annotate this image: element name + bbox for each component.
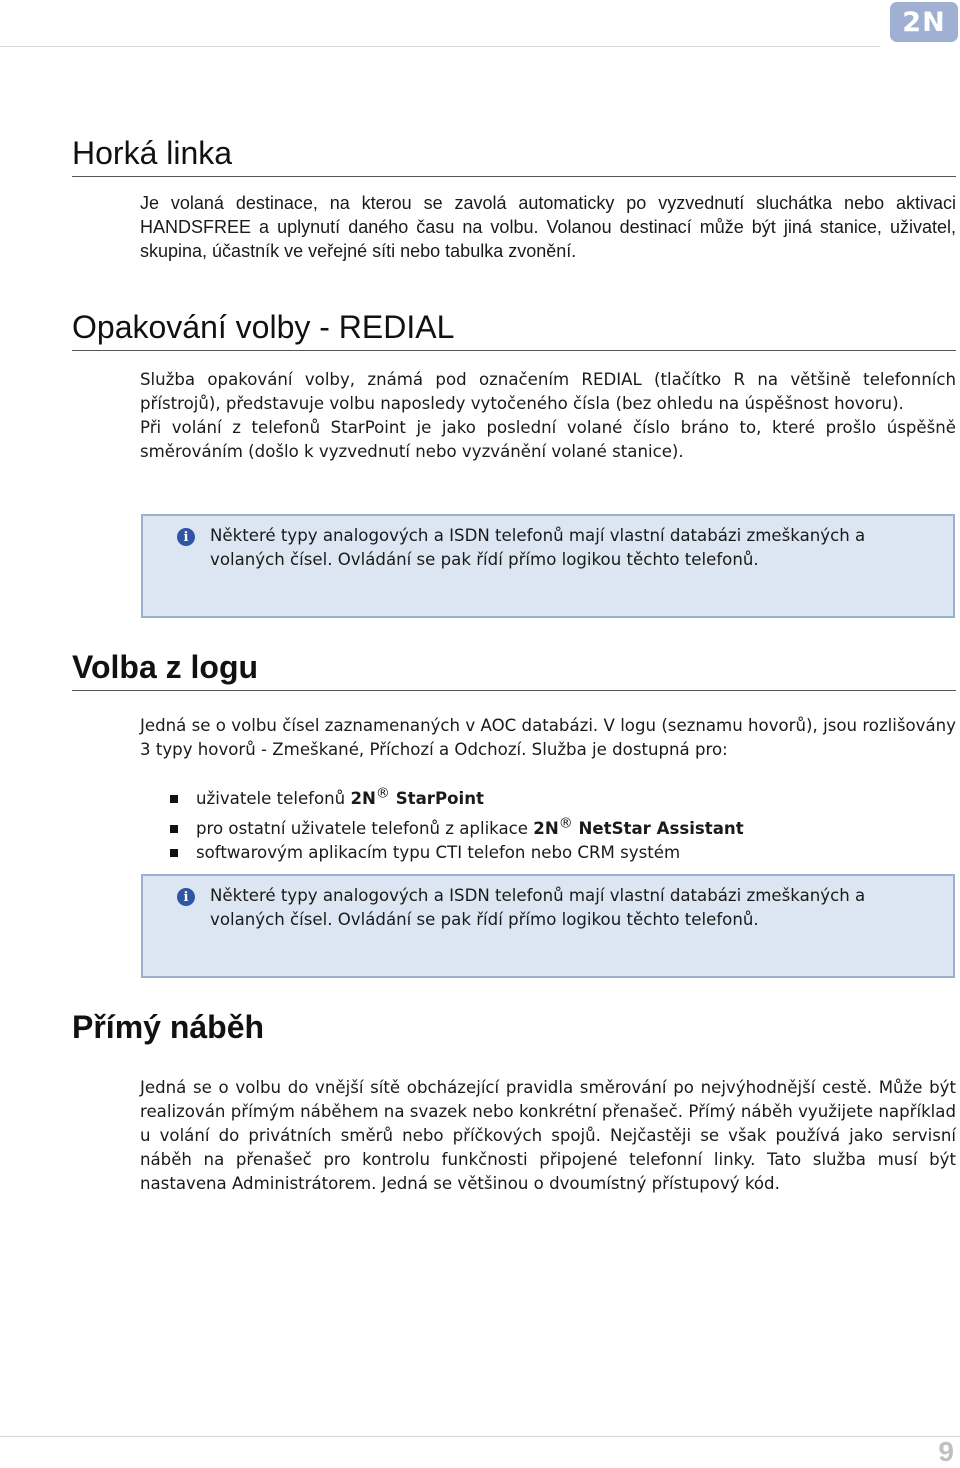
header-rule [0,46,880,47]
info-note-text: Některé typy analogových a ISDN telefonů mají vlastní databázi zmeškaných a volaných čísel. Ovládání se pak řídí přímo logikou těchto telefonů. [210,526,866,569]
paragraph-redial-1: Služba opakování volby, známá pod označením REDIAL (tlačítko R na většině telefonních přístrojů), představuje volbu naposledy vytočeného čísla (bez ohledu na úspěšnost hovoru). [140,370,956,413]
paragraph-redial-2: Při volání z telefonů StarPoint je jako poslední volané číslo bráno to, které prošlo úspěšně směrováním (došlo k vyzvednutí nebo vyzvánění volané stanice). [140,418,956,461]
paragraph-volba-z-logu: Jedná se o volbu čísel zaznamenaných v AOC databázi. V logu (seznamu hovorů), jsou rozlišovány 3 typy hovorů - Zmeškané, Příchozí a Odchozí. Služba je dostupná pro: [140,716,956,759]
paragraph-horka-linka: Je volaná destinace, na kterou se zavolá automaticky po vyzvednutí sluchátka nebo aktivaci HANDSFREE a uplynutí daného času na volbu. Volanou destinací může být jiná stanice, uživatel, skupina, účastník ve veřejné síti nebo tabulka zvonění. [140,193,956,261]
list-item: uživatele telefonů 2N® StarPoint [168,787,956,811]
list-item: softwarovým aplikacím typu CTI telefon nebo CRM systém [168,841,956,865]
heading-primy-nabeh: Přímý náběh [72,1009,265,1045]
brand-logo: 2N [890,2,958,42]
info-icon: i [177,888,195,906]
info-note-redial [141,514,955,618]
section-horka-linka [72,134,956,263]
footer-rule [0,1436,960,1437]
availability-list [72,787,956,865]
bullet-list-wrapper [72,787,956,865]
section-primy-nabeh [72,1008,956,1196]
page-number: 9 [938,1436,954,1467]
heading-redial: Opakování volby - REDIAL [72,308,956,351]
info-note-volba [141,874,955,978]
paragraph-primy-nabeh: Jedná se o volbu do vnější sítě obcházející pravidla směrování po nejvýhodnější cestě. Může být realizován přímým náběhem na svazek nebo konkrétní přenašeč. Přímý náběh využijete například u volání do privátních směrů nebo příčkových spojů. Nejčastěji se však používá jako servisní náběh na přenašeč pro kontrolu funkčnosti připojené telefonní linky. Tato služba musí být nastavena Administrátorem. Jedná se většinou o dvoumístný přístupový kód. [140,1078,956,1193]
info-icon: i [177,528,195,546]
section-redial [72,308,956,464]
heading-horka-linka: Horká linka [72,134,956,177]
section-volba-z-logu [72,648,956,762]
info-note-text: Některé typy analogových a ISDN telefonů mají vlastní databázi zmeškaných a volaných čísel. Ovládání se pak řídí přímo logikou těchto telefonů. [210,886,866,929]
list-item: pro ostatní uživatele telefonů z aplikace 2N® NetStar Assistant [168,817,956,841]
heading-volba-z-logu: Volba z logu [72,648,956,691]
